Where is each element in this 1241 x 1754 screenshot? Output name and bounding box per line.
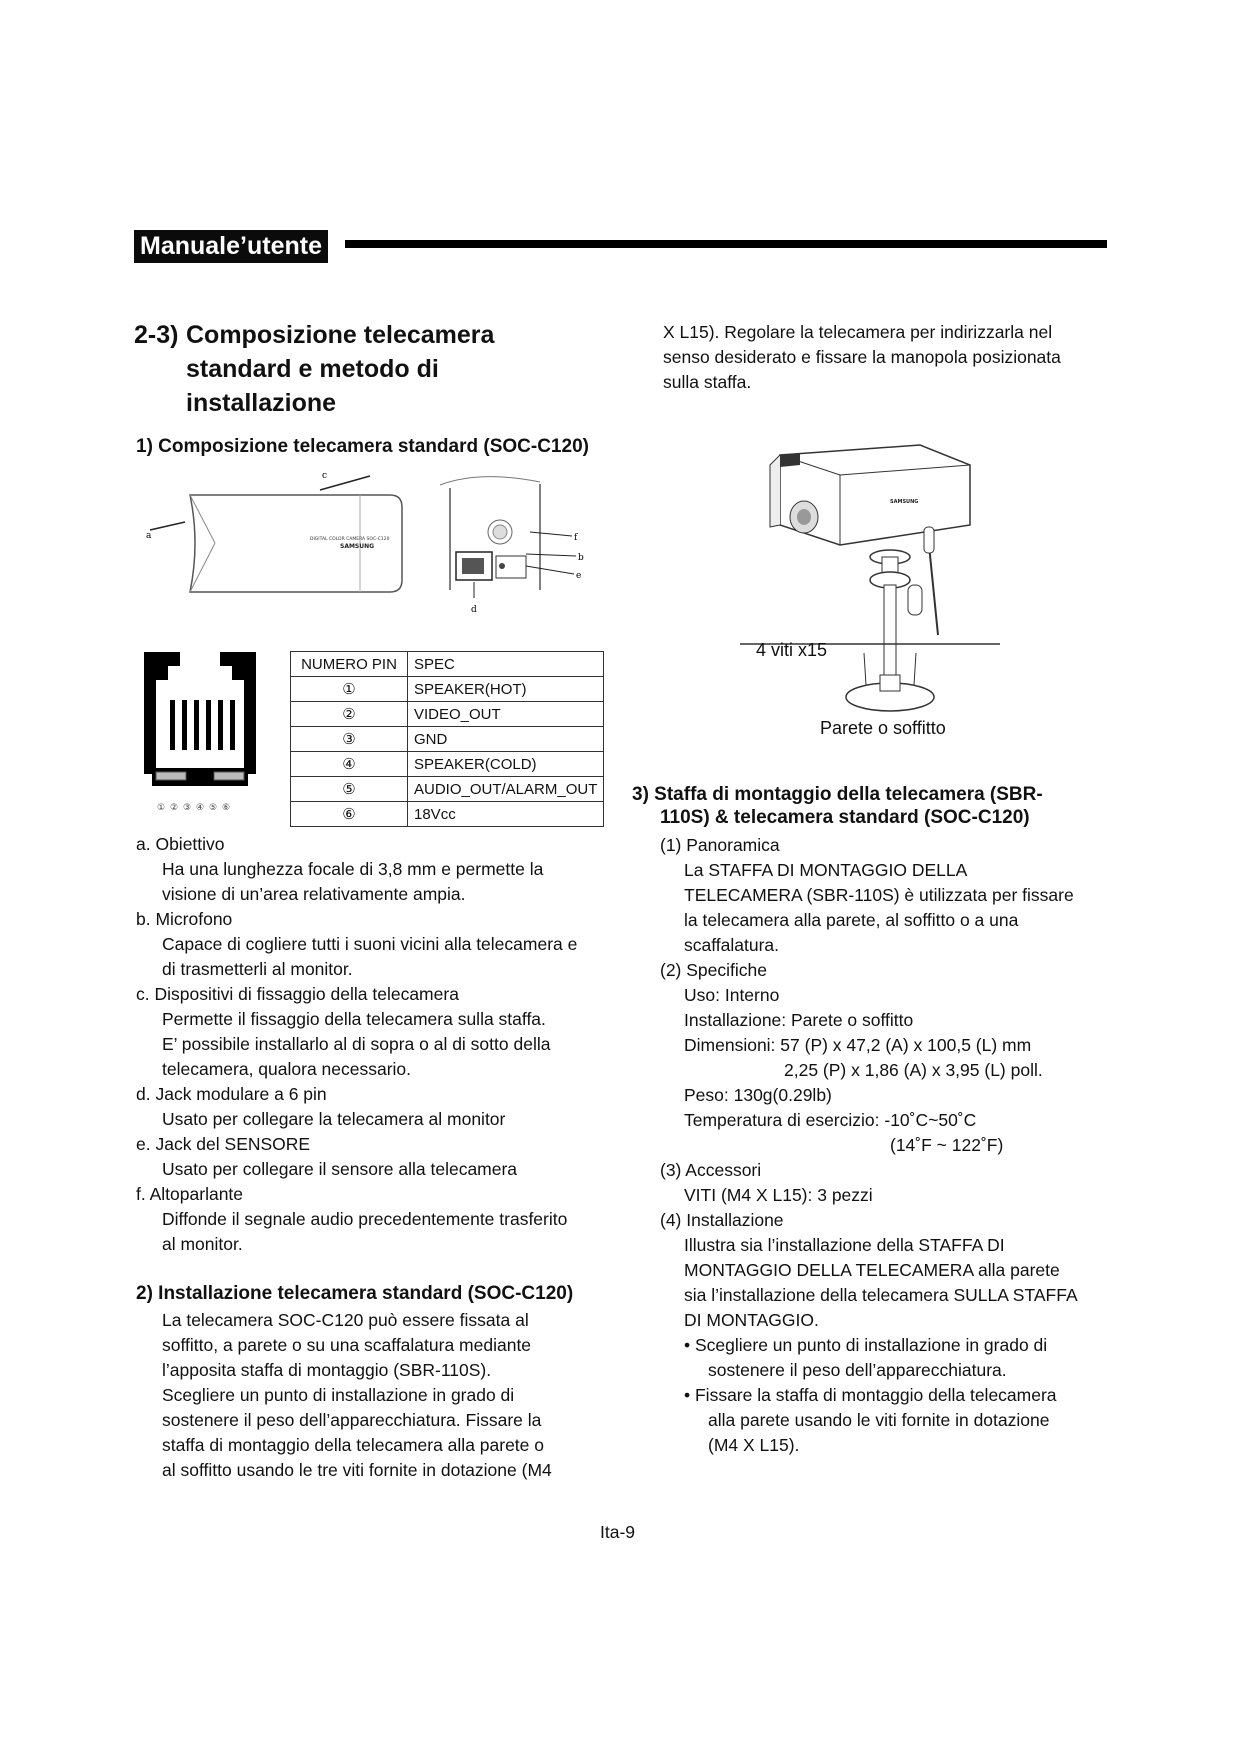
- bracket-install-figure: [740, 435, 1010, 735]
- bullet-line: • Fissare la staffa di montaggio della telecamera: [684, 1385, 1057, 1405]
- jack-pin-5: ⑤: [209, 803, 218, 813]
- pin-number: ⑥: [291, 802, 408, 827]
- camera-body-illustration: [190, 495, 402, 592]
- section-title-line-3: installazione: [186, 389, 337, 417]
- item-a-head: a. Obiettivo: [136, 834, 225, 854]
- pin-spec: SPEAKER(HOT): [408, 677, 604, 702]
- pin-number: ⑤: [291, 777, 408, 802]
- spec-use: Uso: Interno: [684, 985, 780, 1005]
- label-c-arrow: [320, 476, 370, 490]
- subsection-1-title: 1) Composizione telecamera standard (SOC-C120): [136, 436, 589, 457]
- table-row: [291, 752, 604, 777]
- camera-on-bracket-illustration: [770, 445, 970, 711]
- header-rule: [345, 240, 1107, 248]
- paragraph-line: sulla staffa.: [663, 372, 752, 392]
- installation-line: sia l’installazione della telecamera SULLA STAFFA: [684, 1285, 1078, 1305]
- item-f: [136, 1182, 616, 1257]
- item-e-line: Usato per collegare il sensore alla telecamera: [162, 1159, 518, 1179]
- overview-line: La STAFFA DI MONTAGGIO DELLA: [684, 860, 968, 880]
- specs-heading: (2) Specifiche: [660, 960, 767, 980]
- section-title-line-1: Composizione telecamera: [186, 321, 495, 349]
- section-title-line-2: standard e metodo di: [186, 355, 439, 383]
- screw-left: [864, 653, 866, 685]
- accessories-heading: (3) Accessori: [660, 1160, 762, 1180]
- table-row: [291, 727, 604, 752]
- installation-bullets: [660, 1333, 1130, 1458]
- item-f-head: f. Altoparlante: [136, 1184, 244, 1204]
- installation-line: DI MONTAGGIO.: [684, 1310, 819, 1330]
- item-c-line: E’ possibile installarlo al di sopra o al di sotto della: [162, 1034, 551, 1054]
- item-d-head: d. Jack modulare a 6 pin: [136, 1084, 327, 1104]
- col-header-pin: NUMERO PIN: [291, 652, 408, 677]
- pin-spec: SPEAKER(COLD): [408, 752, 604, 777]
- overview-line: scaffalatura.: [684, 935, 780, 955]
- item-b-head: b. Microfono: [136, 909, 233, 929]
- label-b-arrow: [526, 554, 576, 556]
- item-a: [136, 832, 616, 907]
- pin-spec: GND: [408, 727, 604, 752]
- camera-parts-figure: [140, 470, 600, 620]
- paragraph-line: al soffitto usando le tre viti fornite in dotazione (M4: [162, 1460, 552, 1480]
- screw-right: [914, 653, 916, 685]
- item-e: [136, 1132, 616, 1182]
- paragraph-line: Scegliere un punto di installazione in grado di: [162, 1385, 515, 1405]
- label-e: e: [576, 571, 582, 581]
- item-c: [136, 982, 616, 1082]
- installation-line: Illustra sia l’installazione della STAFFA DI: [684, 1235, 1005, 1255]
- table-header-row: [291, 652, 604, 677]
- label-e-arrow: [526, 566, 574, 574]
- pin-number: ②: [291, 702, 408, 727]
- overview-line: TELECAMERA (SBR-110S) è utilizzata per fissare: [684, 885, 1074, 905]
- bullet-line: (M4 X L15).: [708, 1435, 800, 1455]
- spec-temperature-f: (14˚F ~ 122˚F): [890, 1135, 1004, 1155]
- figure-caption-wall: Parete o soffitto: [820, 718, 946, 738]
- subsection-2-continued: [663, 320, 1133, 395]
- paragraph-line: l’apposita staffa di montaggio (SBR-110S).: [162, 1360, 492, 1380]
- item-b-line: Capace di cogliere tutti i suoni vicini alla telecamera e: [162, 934, 578, 954]
- section-title: [186, 318, 494, 420]
- pin-spec-table: [290, 651, 604, 827]
- brand-logo-text: SAMSUNG: [340, 543, 375, 550]
- paragraph-line: La telecamera SOC-C120 può essere fissata al: [162, 1310, 529, 1330]
- item-c-line: telecamera, qualora necessario.: [162, 1059, 412, 1079]
- spec-weight: Peso: 130g(0.29lb): [684, 1085, 832, 1105]
- pin-spec: AUDIO_OUT/ALARM_OUT: [408, 777, 604, 802]
- jack-pin-3: ③: [183, 803, 192, 813]
- paragraph-line: staffa di montaggio della telecamera alla parete o: [162, 1435, 545, 1455]
- table-row: [291, 702, 604, 727]
- jack-pin-1: ①: [157, 803, 166, 813]
- table-row: [291, 802, 604, 827]
- label-f-arrow: [530, 532, 572, 536]
- bullet-line: alla parete usando le viti fornite in dotazione: [708, 1410, 1050, 1430]
- spec-dimensions-inch: 2,25 (P) x 1,86 (A) x 3,95 (L) poll.: [784, 1060, 1043, 1080]
- label-b: b: [578, 553, 584, 563]
- overview-line: la telecamera alla parete, al soffitto o a una: [684, 910, 1019, 930]
- item-b: [136, 907, 616, 982]
- spec-temperature-c: Temperatura di esercizio: -10˚C~50˚C: [684, 1110, 977, 1130]
- pin-spec: 18Vcc: [408, 802, 604, 827]
- camera-rear-illustration: [440, 477, 540, 590]
- table-row: [291, 777, 604, 802]
- spec-installation: Installazione: Parete o soffitto: [684, 1010, 914, 1030]
- item-d: [136, 1082, 616, 1132]
- bracket-figure-brand: SAMSUNG: [890, 499, 919, 505]
- installation-heading: (4) Installazione: [660, 1210, 784, 1230]
- item-c-head: c. Dispositivi di fissaggio della telecamera: [136, 984, 459, 1004]
- page-number: Ita-9: [600, 1522, 636, 1542]
- item-e-head: e. Jack del SENSORE: [136, 1134, 311, 1154]
- subsection-2-body: [162, 1308, 622, 1483]
- table-row: [291, 677, 604, 702]
- label-a-arrow: [150, 522, 185, 530]
- subsection-3-title: [632, 783, 1043, 829]
- label-f: f: [574, 533, 578, 543]
- label-c: c: [322, 471, 328, 481]
- figure-caption-screws: 4 viti x15: [756, 640, 828, 660]
- item-c-line: Permette il fissaggio della telecamera sulla staffa.: [162, 1009, 546, 1029]
- overview-heading: (1) Panoramica: [660, 835, 780, 855]
- bullet-line: • Scegliere un punto di installazione in grado di: [684, 1335, 1048, 1355]
- pin-number: ④: [291, 752, 408, 777]
- accessories-line: VITI (M4 X L15): 3 pezzi: [684, 1185, 873, 1205]
- item-a-line: Ha una lunghezza focale di 3,8 mm e permette la: [162, 859, 544, 879]
- section-number: 2-3): [134, 321, 179, 349]
- jack-pin-6: ⑥: [222, 803, 231, 813]
- pin-number: ①: [291, 677, 408, 702]
- paragraph-line: soffitto, a parete o su una scaffalatura mediante: [162, 1335, 532, 1355]
- bullet-line: sostenere il peso dell’apparecchiatura.: [708, 1360, 1007, 1380]
- jack-pin-4: ④: [196, 803, 205, 813]
- jack-pin-2: ②: [170, 803, 179, 813]
- modular-jack-diagram: [140, 648, 260, 818]
- spec-dimensions-mm: Dimensioni: 57 (P) x 47,2 (A) x 100,5 (L) mm: [684, 1035, 1032, 1055]
- subsection-2-title: 2) Installazione telecamera standard (SOC-C120): [136, 1283, 574, 1304]
- installation-line: MONTAGGIO DELLA TELECAMERA alla parete: [684, 1260, 1060, 1280]
- col-header-spec: SPEC: [408, 652, 604, 677]
- item-f-line: Diffonde il segnale audio precedentemente trasferito: [162, 1209, 568, 1229]
- paragraph-line: senso desiderato e fissare la manopola posizionata: [663, 347, 1061, 367]
- subsection-3-title-line-2: 110S) & telecamera standard (SOC-C120): [660, 807, 1030, 828]
- subsection-3-title-line-1: 3) Staffa di montaggio della telecamera (SBR-: [632, 784, 1043, 805]
- item-a-line: visione di un’area relativamente ampia.: [162, 884, 466, 904]
- label-a: a: [146, 531, 152, 541]
- item-b-line: di trasmetterli al monitor.: [162, 959, 353, 979]
- component-descriptions: [136, 832, 616, 1257]
- model-text: DIGITAL COLOR CAMERA SOC-C120: [310, 537, 390, 542]
- subsection-3-body: [660, 833, 1130, 1458]
- page-header-title: Manuale’utente: [134, 230, 328, 263]
- item-d-line: Usato per collegare la telecamera al monitor: [162, 1109, 506, 1129]
- pin-spec: VIDEO_OUT: [408, 702, 604, 727]
- paragraph-line: sostenere il peso dell’apparecchiatura. Fissare la: [162, 1410, 542, 1430]
- item-f-line: al monitor.: [162, 1234, 243, 1254]
- paragraph-line: X L15). Regolare la telecamera per indirizzarla nel: [663, 322, 1053, 342]
- label-d: d: [471, 605, 477, 615]
- pin-number: ③: [291, 727, 408, 752]
